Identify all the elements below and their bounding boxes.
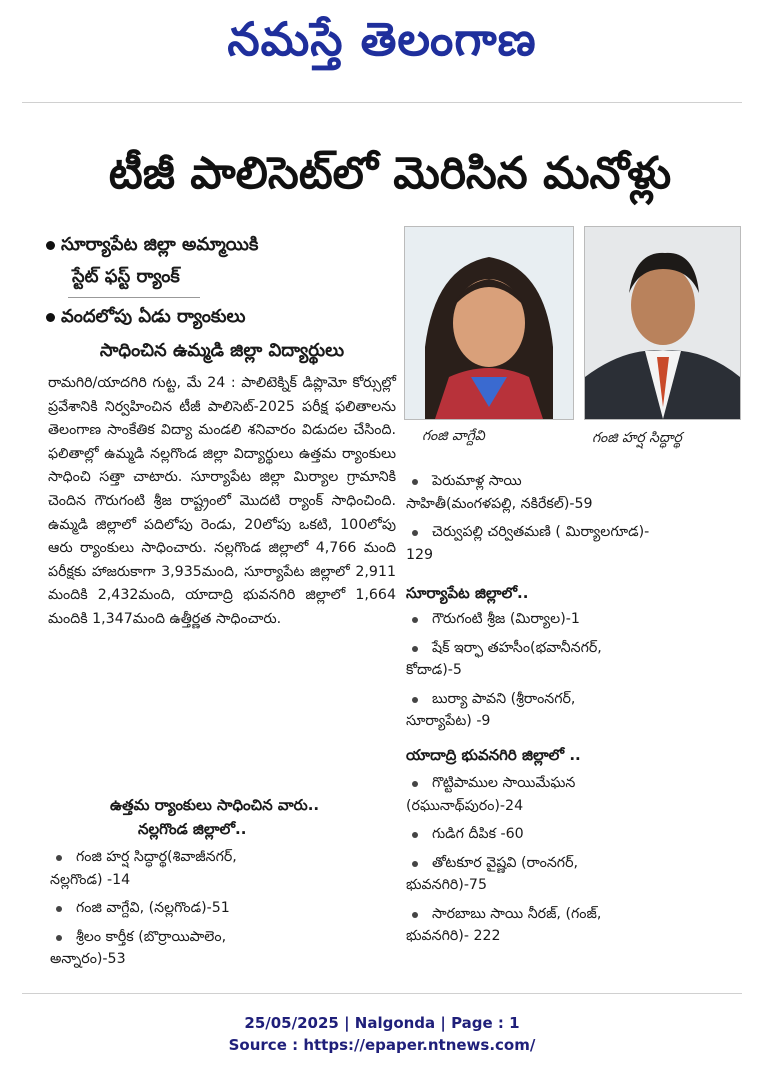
bullet-icon (412, 479, 418, 485)
bullet-icon (46, 241, 55, 250)
list-item: గుడిగ దీపిక -60 (406, 823, 741, 846)
section-title-suryapet: సూర్యాపేట జిల్లాలో.. (406, 584, 529, 602)
list-item: సారబాబు సాయి నీరజ్, (గంజ్, భువనగిరి)- 222 (406, 905, 602, 944)
divider (22, 993, 742, 994)
bullet-icon (412, 697, 418, 703)
list-item: శ్రీలం కార్తీక (బొర్రాయిపాలెం, అన్నారం)-53 (50, 928, 227, 967)
list-item: గంజి హర్ష సిద్ధార్థ(శివాజీనగర్, నల్లగొండ) -14 (50, 849, 237, 888)
bullet-2-line2: సాధించిన ఉమ్మడి జిల్లా విద్యార్థులు (99, 340, 345, 361)
bullet-icon (56, 906, 62, 912)
yadadri-list (406, 772, 741, 950)
bullet-icon (46, 313, 55, 322)
footer-source-line: Source : https://epaper.ntnews.com/ (228, 1036, 536, 1054)
masthead: నమస్తే తెలంగాణ (227, 12, 537, 66)
bullet-icon (412, 530, 418, 536)
bullet-icon (412, 781, 418, 787)
bullet-icon (412, 617, 418, 623)
bullet-1-line1: సూర్యాపేట జిల్లా అమ్మాయికి (61, 234, 259, 255)
section-title-nalgonda: నల్లగొండ జిల్లాలో.. (138, 820, 247, 838)
list-item: గౌరుగంటి శ్రీజ (మిర్యాల)-1 (406, 608, 741, 631)
bullet-icon (412, 912, 418, 918)
nalgonda-list (50, 846, 370, 973)
photo-vagdevi (404, 226, 574, 420)
bullet-2-line1: వందలోపు ఏడు ర్యాంకులు (61, 306, 246, 327)
headline: టీజీ పాలిసెట్‌లో మెరిసిన మనోళ్లు (108, 148, 672, 199)
bullet-1 (46, 232, 366, 258)
section-title-best-ranks: ఉత్తమ ర్యాంకులు సాధించిన వారు.. (110, 796, 320, 814)
article-body (48, 372, 396, 632)
list-item: గొట్టిపాముల సాయిమేఘన (రఘునాథ్‌పురం)-24 (406, 775, 576, 814)
list-item: గంజి వాగ్దేవి, (నల్లగొండ)-51 (50, 897, 370, 920)
list-item: చెర్వుపల్లి చర్వితమణి ( మిర్యాలగూడ)- 129 (406, 524, 650, 563)
section-title-yadadri: యాదాద్రి భువనగిరి జిల్లాలో .. (406, 746, 581, 764)
list-item: పెరుమాళ్ల సాయి సాహితీ(మంగళపల్లి, నకిరేకల్)-59 (406, 473, 593, 512)
bullet-1-line2: స్టేట్ ఫస్ట్ ర్యాంక్ (72, 266, 180, 287)
bullet-icon (56, 935, 62, 941)
suryapet-list (406, 608, 741, 735)
bullet-icon (412, 861, 418, 867)
photo-harsha (584, 226, 741, 420)
divider (68, 297, 200, 298)
bullet-icon (412, 832, 418, 838)
footer-date-line: 25/05/2025 | Nalgonda | Page : 1 (244, 1014, 520, 1032)
list-item: షేక్ ఇర్ఫా తహసీం(భవానీనగర్, కోదాడ)-5 (406, 639, 602, 678)
photo-caption-1: గంజి వాగ్దేవి (422, 428, 485, 444)
nalgonda-list-continued (406, 470, 741, 568)
bullet-icon (56, 855, 62, 861)
bullet-icon (412, 646, 418, 652)
list-item: బుర్యా పావని (శ్రీరాంనగర్, సూర్యాపేట) -9 (406, 690, 576, 729)
divider (22, 102, 742, 103)
bullet-2 (46, 304, 366, 330)
photo-caption-2: గంజి హర్ష సిద్ధార్థ (592, 430, 682, 446)
article-paragraph: రామగిరి/యాదగిరి గుట్ట, మే 24 : పాలిటెక్నిక్ డిప్లొమో కోర్సుల్లో ప్రవేశానికి నిర్వహించిన టీజీ పాలిసెట్-2025 పరీక్ష ఫలితాలను తెలంగాణ సాంకేతిక విద్యా మండలి శనివారం విడుదల చేసింది. ఫలితాల్లో ఉమ్మడి నల్లగొండ జిల్లా విద్యార్థులు ఉత్తమ ర్యాంకులు సాధించి సత్తా చాటారు. సూర్యాపేట జిల్లా మిర్యాల గ్రామానికి చెందిన గౌరుగంటి శ్రీజ రాష్ట్రంలో మొదటి ర్యాంక్ సాధించింది. ఉమ్మడి జిల్లాలో పదిలోపు రెండు, 20లోపు ఒకటి, 100లోపు ఆరు ర్యాంకులు సాధించారు. నల్లగొండ జిల్లాలో 4,766 మంది పరీక్షకు హాజరుకాగా 3,935మంది, సూర్యాపేట జిల్లాలో 2,911 మందికి 2,432మంది, యాదాద్రి భువనగిరి జిల్లాలో 1,664 మందికి 1,347మంది ఉత్తీర్ణత సాధించారు. (48, 375, 396, 627)
list-item: తోటకూర వైష్ణవి (రాంనగర్, భువనగిరి)-75 (406, 854, 578, 893)
